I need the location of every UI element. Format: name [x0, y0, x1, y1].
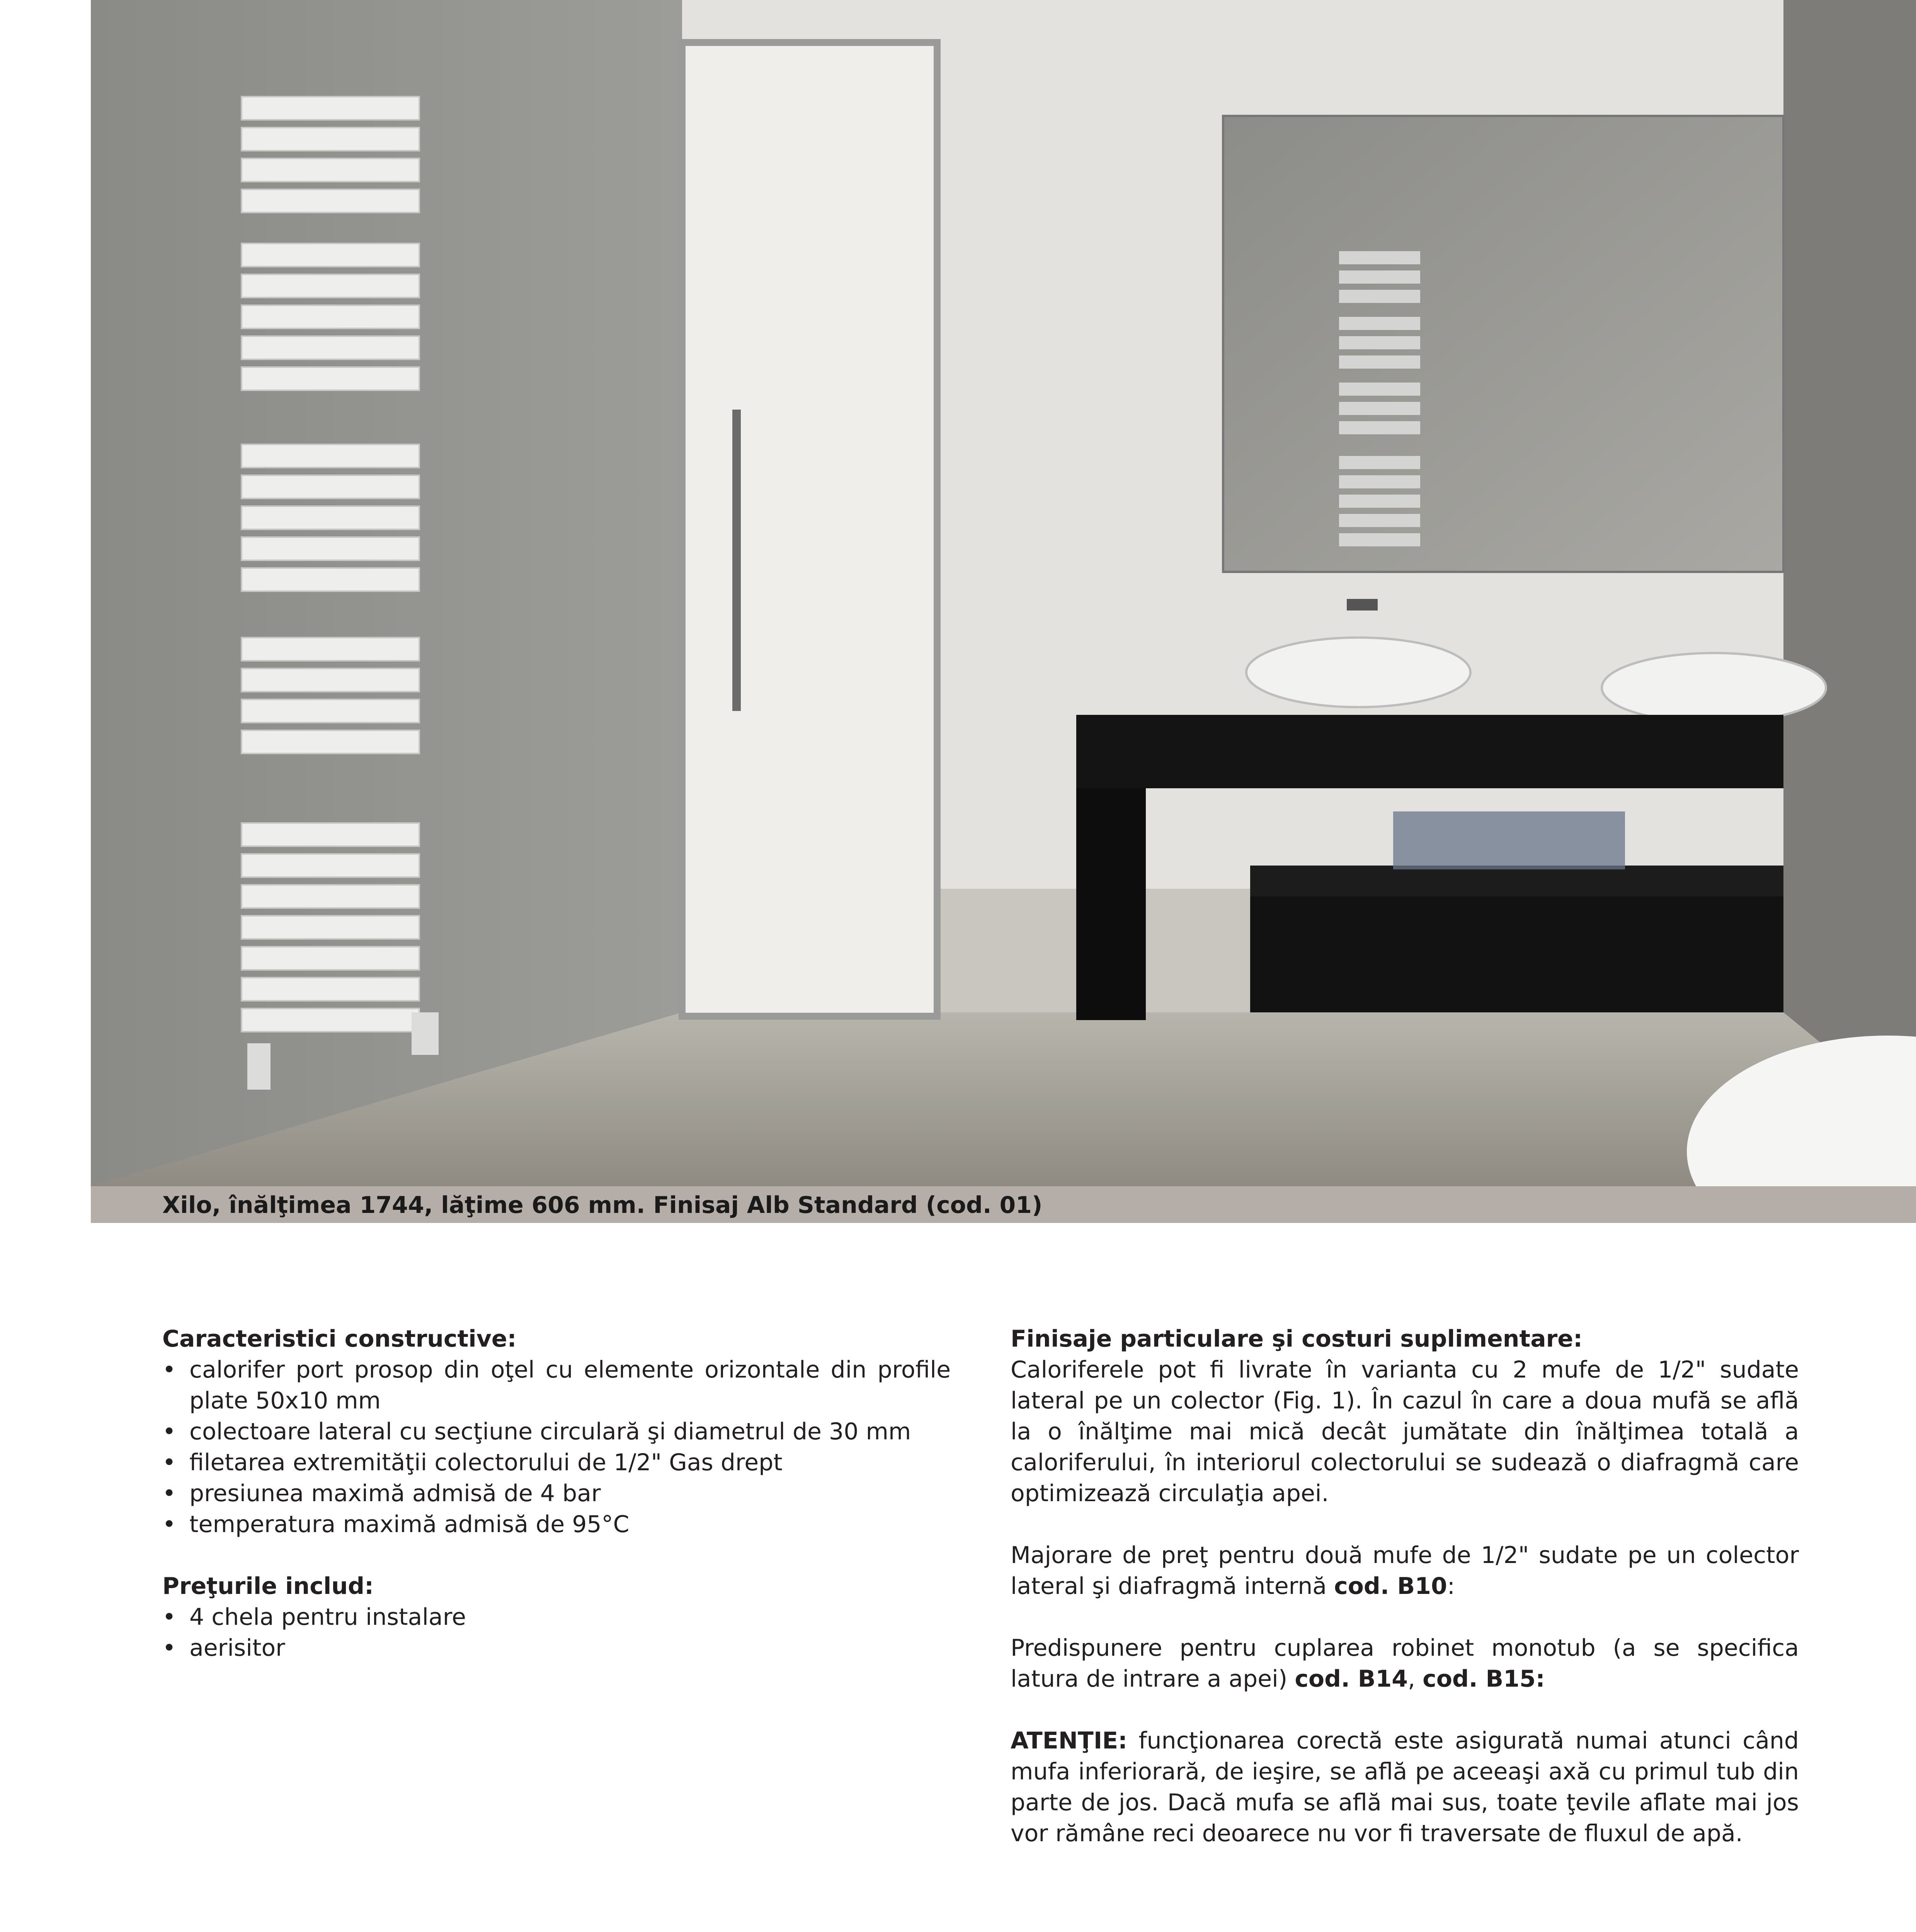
right-column [1011, 1323, 1799, 1849]
attention-paragraph [1011, 1725, 1799, 1849]
surcharge-paragraph: Majorare de preţ pentru două mufe de 1/2" sudate pe un colector lateral şi diafragmă internă cod. B10: [1011, 1542, 1799, 1600]
list-item: • colectoare lateral cu secţiune circulară şi diametrul de 30 mm [162, 1416, 951, 1447]
left-column [162, 1323, 951, 1663]
surcharge-code: cod. B10 [1334, 1573, 1447, 1600]
list-item: • temperatura maximă admisă de 95°C [162, 1509, 951, 1540]
attention-label: ATENŢIE: [1011, 1727, 1128, 1754]
prices-list [162, 1602, 951, 1663]
mono-code-b15: cod. B15: [1423, 1665, 1545, 1692]
photo-caption-bar [91, 1186, 1916, 1223]
list-item: • 4 chela pentru instalare [162, 1602, 951, 1633]
mono-code-b14: cod. B14 [1295, 1665, 1408, 1692]
finish-text: Caloriferele pot fi livrate în varianta cu 2 mufe de 1/2" sudate lateral pe un colector (Fig. 1). În cazul în care a doua mufă se află la o înălţime mai mică decât jumătate din înălţimea totală a caloriferului, în interiorul colectorului se sudează o diafragmă care optimizează circulaţia apei. [1011, 1356, 1799, 1507]
finish-heading: Finisaje particulare şi costuri suplimentare: [1011, 1325, 1582, 1352]
list-item: • presiunea maximă admisă de 4 bar [162, 1478, 951, 1509]
list-item: • calorifer port prosop din oţel cu elemente orizontale din profile plate 50x10 mm [162, 1354, 951, 1416]
construct-heading: Caracteristici constructive: [162, 1325, 517, 1352]
list-item: • aerisitor [162, 1633, 951, 1663]
mono-paragraph: Predispunere pentru cuplarea robinet monotub (a se specifica latura de intrare a apei) cod. B14, cod. B15: [1011, 1634, 1799, 1692]
construct-list [162, 1354, 951, 1540]
attention-text: funcţionarea corectă este asigurată numai atunci când mufa inferiorară, de ieşire, se află pe aceeaşi axă cu primul tub din parte de jos. Dacă mufa se află mai sus, toate ţevile aflate mai jos vor rămâne reci deoarece nu vor fi traversate de fluxul de apă. [1011, 1727, 1799, 1847]
list-item: • filetarea extremităţii colectorului de 1/2" Gas drept [162, 1447, 951, 1478]
product-photo [91, 0, 1916, 1186]
mono-text: Predispunere pentru cuplarea robinet monotub (a se specifica latura de intrare a apei) [1011, 1634, 1799, 1692]
prices-heading: Preţurile includ: [162, 1573, 374, 1600]
photo-caption: Xilo, înălţimea 1744, lăţime 606 mm. Finisaj Alb Standard (cod. 01) [162, 1192, 1043, 1219]
surcharge-text: Majorare de preţ pentru două mufe de 1/2" sudate pe un colector lateral şi diafragmă internă [1011, 1542, 1799, 1600]
